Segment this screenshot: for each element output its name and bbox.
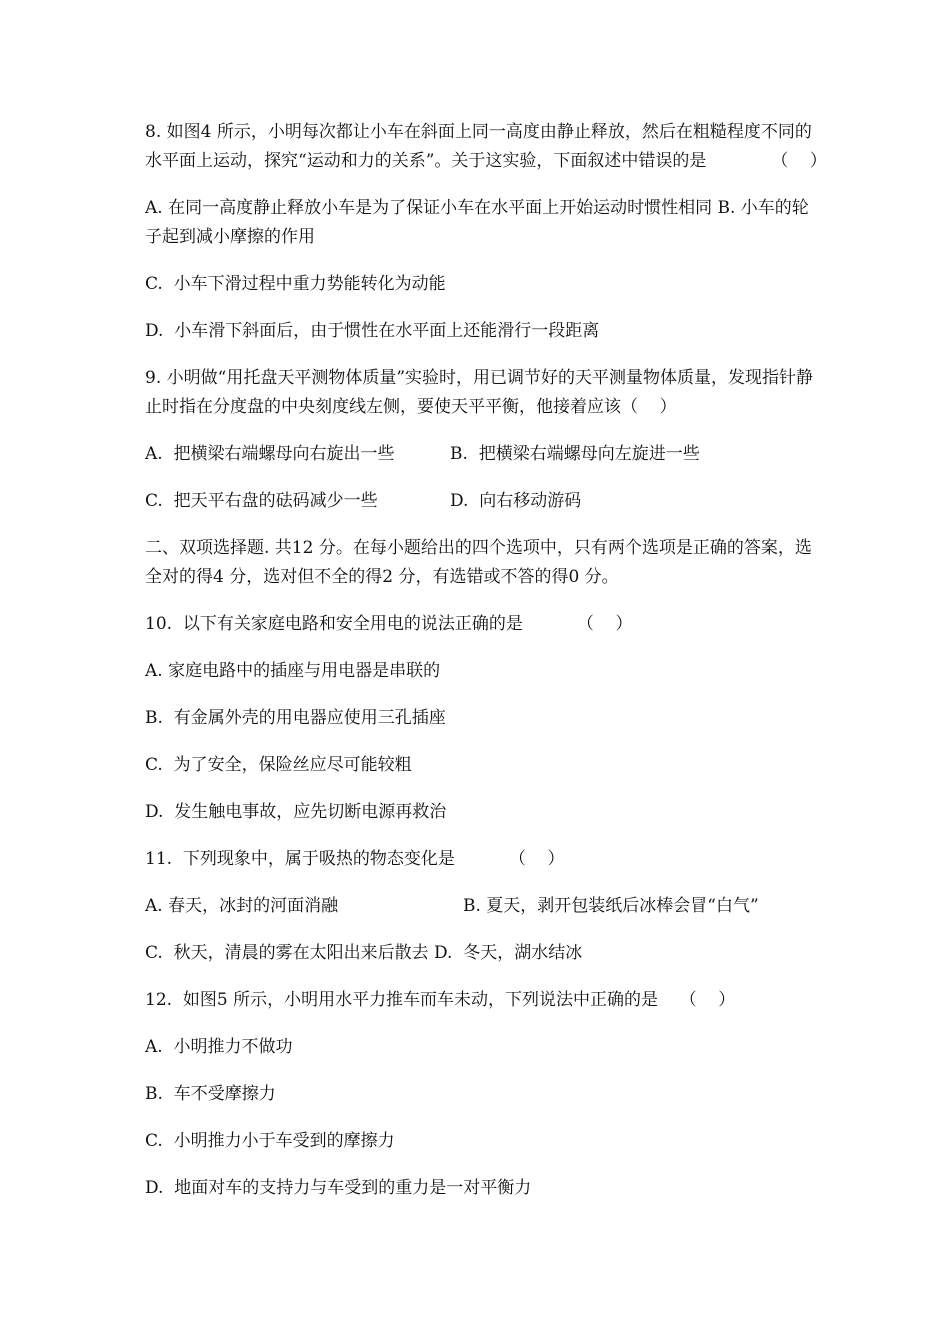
question-9-options-cd bbox=[145, 487, 825, 516]
question-12-option-a: A. 小明推力不做功 bbox=[145, 1037, 293, 1057]
question-12-option-d: D. 地面对车的支持力与车受到的重力是一对平衡力 bbox=[145, 1178, 532, 1198]
question-10-option-b: B. 有金属外壳的用电器应使用三孔插座 bbox=[145, 708, 446, 728]
question-9-option-a: A. 把横梁右端螺母向右旋出一些 bbox=[145, 444, 395, 464]
question-12-stem: 12. 如图5 所示，小明用水平力推车而车未动，下列说法中正确的是 （ ） bbox=[145, 990, 736, 1010]
question-10-stem: 10. 以下有关家庭电路和安全用电的说法正确的是 （ ） bbox=[145, 614, 633, 634]
question-10-option-c: C. 为了安全，保险丝应尽可能较粗 bbox=[145, 755, 412, 775]
question-9-option-c: C. 把天平右盘的砝码减少一些 bbox=[145, 491, 378, 511]
question-11-option-a: A. 春天，冰封的河面消融 bbox=[145, 896, 339, 916]
question-9-options-ab bbox=[145, 440, 825, 469]
question-10-option-d: D. 发生触电事故，应先切断电源再救治 bbox=[145, 802, 447, 822]
question-12-option-c: C. 小明推力小于车受到的摩擦力 bbox=[145, 1131, 395, 1151]
question-8-option-a-b: A. 在同一高度静止释放小车是为了保证小车在水平面上开始运动时惯性相同 B. 小车的轮子起到减小摩擦的作用 bbox=[145, 198, 809, 247]
question-11-option-c-d: C. 秋天，清晨的雾在太阳出来后散去 D. 冬天，湖水结冰 bbox=[145, 943, 583, 963]
section-2-heading: 二、双项选择题. 共12 分。在每小题给出的四个选项中，只有两个选项是正确的答案，选全对的得4 分，选对但不全的得2 分，有选错或不答的得0 分。 bbox=[145, 538, 812, 587]
question-9-option-b: B. 把横梁右端螺母向左旋进一些 bbox=[450, 444, 700, 464]
question-8-option-d: D. 小车滑下斜面后，由于惯性在水平面上还能滑行一段距离 bbox=[145, 321, 600, 341]
question-9-stem: 9. 小明做“用托盘天平测物体质量”实验时，用已调节好的天平测量物体质量，发现指针静止时指在分度盘的中央刻度线左侧，要使天平平衡，他接着应该（ ） bbox=[145, 368, 814, 417]
question-11-stem: 11. 下列现象中，属于吸热的物态变化是 （ ） bbox=[145, 849, 565, 869]
question-12-option-b: B. 车不受摩擦力 bbox=[145, 1084, 276, 1104]
question-11-option-b: B. 夏天，剥开包装纸后冰棒会冒“白气” bbox=[463, 896, 759, 916]
question-11-options-ab bbox=[145, 892, 825, 921]
question-9-option-d: D. 向右移动游码 bbox=[450, 491, 582, 511]
question-8-stem: 8. 如图4 所示，小明每次都让小车在斜面上同一高度由静止释放，然后在粗糙程度不同的水平面上运动，探究“运动和力的关系”。关于这实验，下面叙述中错误的是 （ ） bbox=[145, 122, 827, 171]
exam-page bbox=[145, 118, 825, 1221]
question-8-option-c: C. 小车下滑过程中重力势能转化为动能 bbox=[145, 274, 446, 294]
question-10-option-a: A. 家庭电路中的插座与用电器是串联的 bbox=[145, 661, 441, 681]
